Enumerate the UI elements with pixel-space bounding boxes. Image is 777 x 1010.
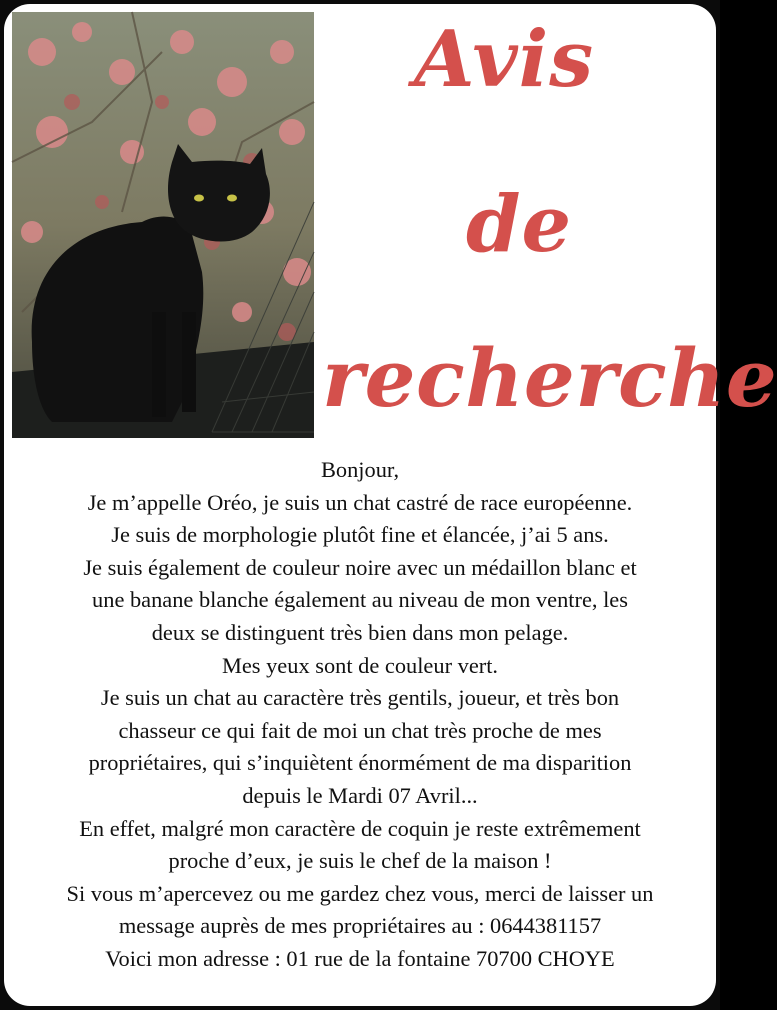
text-line: Bonjour, [320,457,400,482]
address-line: Voici mon adresse : 01 rue de la fontaine 70700 CHOYE [105,945,615,971]
text-line: deux se distinguent très bien dans mon pelage. [151,619,569,645]
text-line: chasseur ce qui fait de moi un chat très proche de mes [118,717,602,743]
black-cat-photo [12,12,314,438]
text-line: Je suis de morphologie plutôt fine et élancée, j’ai 5 ans. [111,522,609,548]
title-avis: Avis [414,14,595,105]
text-line: proche d’eux, je suis le chef de la maison ! [168,848,552,874]
text-line: En effet, malgré mon caractère de coquin je reste extrêmement [79,815,641,841]
text-line: Si vous m’apercevez ou me gardez chez vous, merci de laisser un [66,880,654,906]
text-line: propriétaires, qui s’inquiètent énormément de ma disparition [88,750,632,776]
title-recherche: recherche [322,331,777,425]
text-line: Mes yeux sont de couleur vert. [221,652,499,678]
lost-cat-poster [4,4,777,1006]
cat-photo-image [12,12,314,438]
text-line: Je suis un chat au caractère très gentils, joueur, et très bon [100,685,620,711]
text-line: depuis le Mardi 07 Avril... [242,782,478,808]
text-line: Je m’appelle Oréo, je suis un chat castré de race européenne. [87,489,633,515]
text-line: Je suis également de couleur noire avec un médaillon blanc et [83,554,637,580]
poster-description [4,454,716,976]
title-de: de [466,179,573,270]
text-line: une banane blanche également au niveau de mon ventre, les [92,587,628,613]
phone-number-line: message auprès de mes propriétaires au : 0644381157 [118,913,602,939]
